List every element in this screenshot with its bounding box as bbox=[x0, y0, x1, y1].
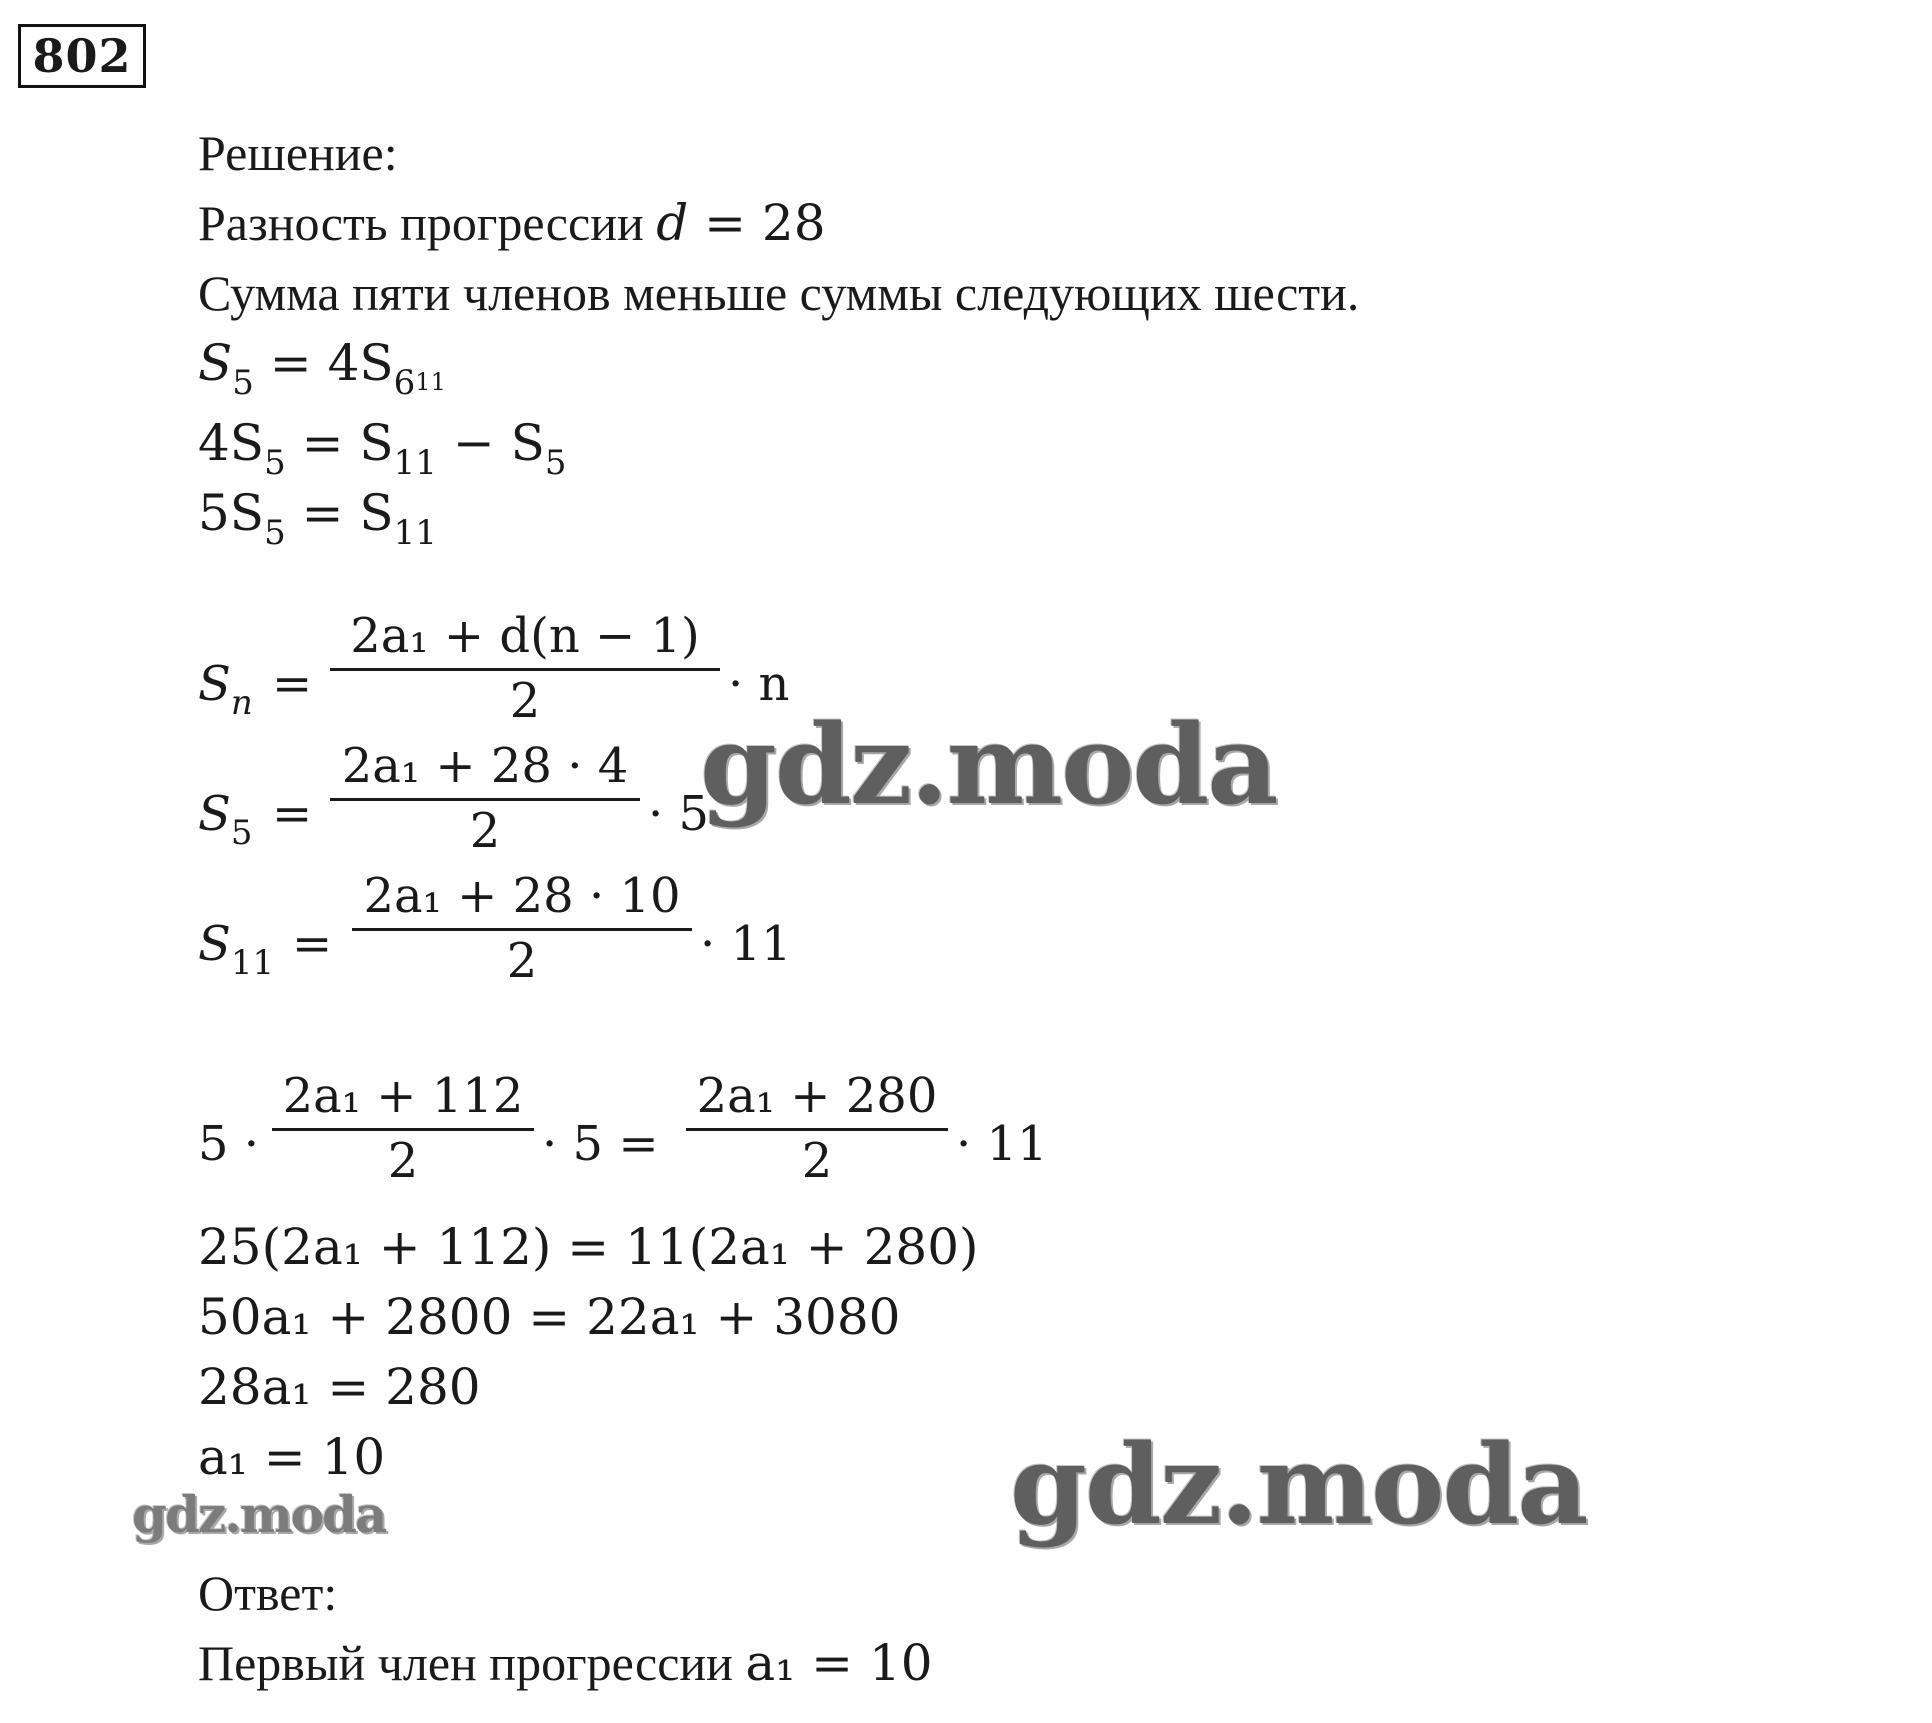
s11-lhs-symbol: S bbox=[198, 916, 231, 972]
s5-numerator: 2a₁ + 28 · 4 bbox=[341, 738, 629, 794]
s5-lhs bbox=[198, 786, 253, 853]
answer-label: Ответ: bbox=[198, 1565, 338, 1621]
difference-text: Разность прогрессии bbox=[198, 195, 657, 251]
eq2-c: − S bbox=[436, 414, 545, 472]
sn-lhs-sub: n bbox=[230, 683, 253, 723]
step-1: 25(2a₁ + 112) = 11(2a₁ + 280) bbox=[198, 1218, 979, 1276]
s11-lhs bbox=[198, 916, 275, 983]
difference-var: d bbox=[656, 194, 689, 252]
s5-lhs-sub: 5 bbox=[230, 813, 253, 853]
sn-lhs-symbol: S bbox=[198, 656, 231, 712]
eq2-b: = S bbox=[285, 414, 394, 472]
difference-line bbox=[198, 194, 826, 252]
answer-value: a₁ = 10 bbox=[745, 1634, 933, 1692]
solution-label: Решение: bbox=[198, 125, 398, 181]
eq1-rhs: = 4S bbox=[253, 334, 394, 392]
step-2: 50a₁ + 2800 = 22a₁ + 3080 bbox=[198, 1288, 901, 1346]
eq2-a: 4S bbox=[198, 414, 265, 472]
eq1-lhs-sub: 5 bbox=[232, 363, 254, 403]
answer-text: Первый член прогрессии bbox=[198, 1635, 746, 1691]
eq2-c-sub: 5 bbox=[544, 443, 567, 483]
watermark-logo: gdz.moda bbox=[1010, 1420, 1587, 1549]
sn-lhs bbox=[198, 656, 253, 723]
sn-fraction bbox=[330, 608, 720, 729]
equation-1 bbox=[198, 334, 446, 403]
sn-fraction-bar bbox=[330, 668, 720, 671]
sn-equals: = bbox=[272, 656, 313, 712]
s11-fraction bbox=[352, 868, 692, 989]
equation-numerator-right: 2a₁ + 280 bbox=[696, 1068, 938, 1124]
eq1-rhs-subsub: 11 bbox=[415, 368, 446, 396]
equation-fraction-left bbox=[272, 1068, 534, 1189]
equation-3 bbox=[198, 484, 437, 553]
watermark-logo: gdz.moda bbox=[700, 700, 1277, 829]
s11-equals: = bbox=[292, 916, 333, 972]
answer-line bbox=[198, 1634, 933, 1692]
eq1-lhs: S bbox=[198, 334, 233, 392]
equation-middle: · 5 = bbox=[542, 1116, 659, 1172]
eq3-b-sub: 11 bbox=[393, 513, 437, 553]
eq3-b: = S bbox=[285, 484, 394, 542]
step-3: 28a₁ = 280 bbox=[198, 1358, 481, 1416]
s5-multiplier: · 5 bbox=[648, 786, 710, 842]
equation-numerator-left: 2a₁ + 112 bbox=[282, 1068, 524, 1124]
equation-denominator-left: 2 bbox=[387, 1133, 419, 1189]
sn-multiplier: · n bbox=[728, 656, 790, 712]
s5-denominator: 2 bbox=[469, 803, 501, 859]
s5-lhs-symbol: S bbox=[198, 786, 231, 842]
condition-line: Сумма пяти членов меньше суммы следующих шести. bbox=[198, 265, 1360, 321]
eq1-rhs-sub: 6 bbox=[393, 363, 416, 403]
sn-numerator: 2a₁ + d(n − 1) bbox=[350, 608, 700, 664]
s11-multiplier: · 11 bbox=[700, 916, 792, 972]
s11-fraction-bar bbox=[352, 928, 692, 931]
equation-fraction-right bbox=[686, 1068, 948, 1189]
equation-suffix: · 11 bbox=[956, 1116, 1048, 1172]
equation-2 bbox=[198, 414, 567, 483]
equation-bar-left bbox=[272, 1128, 534, 1131]
s5-fraction-bar bbox=[330, 798, 640, 801]
eq3-a-sub: 5 bbox=[264, 513, 286, 553]
s11-lhs-sub: 11 bbox=[230, 943, 275, 983]
s11-numerator: 2a₁ + 28 · 10 bbox=[363, 868, 681, 924]
equation-prefix: 5 · bbox=[198, 1116, 260, 1172]
difference-value: = 28 bbox=[688, 194, 826, 252]
equation-denominator-right: 2 bbox=[801, 1133, 833, 1189]
equation-bar-right bbox=[686, 1128, 948, 1131]
problem-number: 802 bbox=[18, 24, 146, 88]
eq2-b-sub: 11 bbox=[393, 443, 437, 483]
sn-denominator: 2 bbox=[509, 673, 541, 729]
s11-denominator: 2 bbox=[506, 933, 538, 989]
s5-fraction bbox=[330, 738, 640, 859]
eq2-a-sub: 5 bbox=[264, 443, 286, 483]
eq3-a: 5S bbox=[198, 484, 265, 542]
s5-equals: = bbox=[272, 786, 313, 842]
watermark-logo-small: gdz.moda bbox=[132, 1485, 386, 1544]
step-4: a₁ = 10 bbox=[198, 1428, 386, 1486]
